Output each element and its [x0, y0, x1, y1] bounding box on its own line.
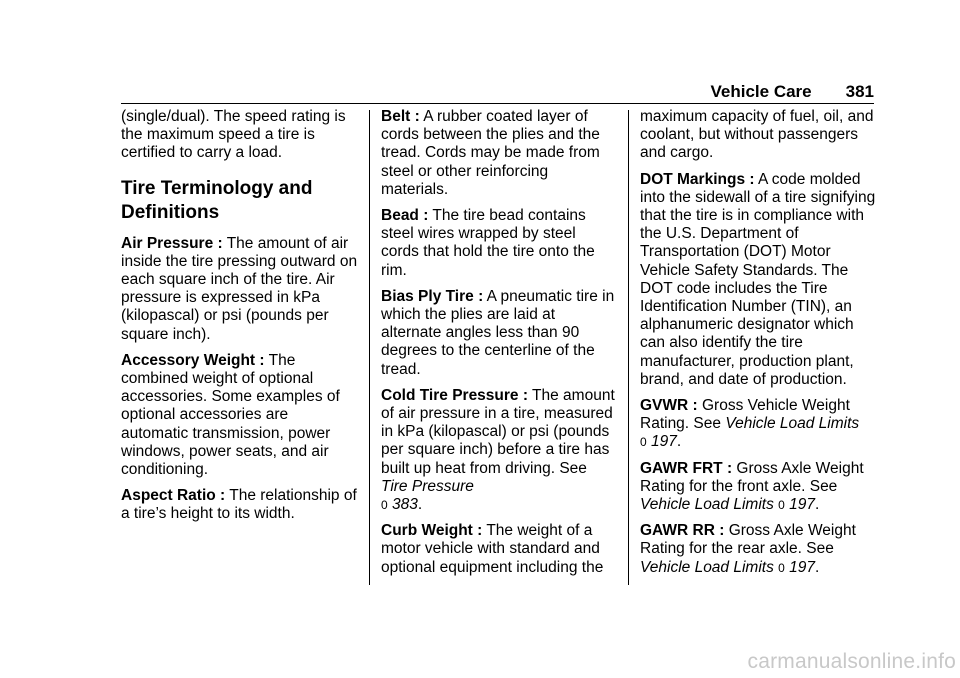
punctuation: . — [676, 433, 682, 451]
definition-entry — [640, 397, 876, 452]
cross-reference-link[interactable]: Vehicle Load Limits — [640, 496, 774, 514]
definition-entry — [121, 352, 359, 479]
definition-entry — [381, 207, 617, 280]
page-header — [711, 82, 875, 102]
term: Bead : — [381, 207, 429, 225]
page-ref-icon: 0 — [640, 435, 647, 450]
cross-reference-link[interactable]: Vehicle Load Limits — [640, 558, 774, 576]
watermark: carmanualsonline.info — [747, 650, 956, 673]
term: GAWR RR : — [640, 522, 725, 540]
definition-entry — [381, 522, 617, 577]
definition: The amount of air inside the tire pressing outward on each square inch of the tire. Air pressure is expressed in kPa (kilopascal) or psi (pounds per square inch). — [121, 234, 358, 343]
column-2 — [381, 108, 617, 585]
continued-paragraph: maximum capacity of fuel, oil, and coolant, but without passengers and cargo. — [640, 108, 874, 162]
term: Air Pressure : — [121, 234, 223, 252]
page-ref-number[interactable]: 197 — [789, 558, 816, 576]
cross-reference-link[interactable]: Vehicle Load Limits — [725, 415, 860, 433]
section-title: Tire Terminology and Definitions — [121, 177, 313, 223]
punctuation: . — [417, 496, 423, 514]
definition-entry — [640, 460, 876, 515]
definition: The tire bead contains steel wires wrapped by steel cords that hold the tire onto the rim. — [381, 207, 595, 279]
punctuation: . — [815, 558, 820, 576]
definition: The amount of air pressure in a tire, measured in kPa (kilopascal) or psi (pounds per square inch) before a tire has built up heat from driving. See — [381, 386, 615, 477]
term: GAWR FRT : — [640, 459, 733, 477]
definition-entry — [640, 522, 876, 577]
term: Cold Tire Pressure : — [381, 386, 529, 404]
cross-reference-link[interactable]: Tire Pressure — [381, 477, 474, 495]
definition: The weight of a motor vehicle with standard and optional equipment including the — [381, 522, 604, 576]
definition: A pneumatic tire in which the plies are laid at alternate angles less than 90 degrees to the centerline of the tread. — [381, 287, 615, 378]
page-ref-icon: 0 — [381, 498, 388, 513]
term: Accessory Weight : — [121, 351, 265, 369]
definition: A code molded into the sidewall of a tire signifying that the tire is in compliance with the U.S. Department of Transportation (DOT) Motor Vehicle Safety Standards. The DOT code includes the Tire Identification Number (TIN), an alphanumeric designator which can also identify the tire manufacturer, production plant, brand, and date of production. — [640, 170, 876, 388]
definition-entry — [381, 108, 617, 199]
term: Aspect Ratio : — [121, 487, 226, 505]
column-divider — [628, 110, 629, 585]
page-ref-icon: 0 — [778, 498, 785, 513]
page-ref-number[interactable]: 197 — [789, 496, 816, 514]
column-divider — [369, 110, 370, 585]
definition: Gross Vehicle Weight Rating. See — [640, 397, 850, 433]
definition-entry — [640, 171, 876, 389]
definition: Gross Axle Weight Rating for the rear axle. See — [640, 522, 856, 558]
page-ref-icon: 0 — [778, 560, 785, 575]
definition-entry — [121, 235, 359, 344]
page-ref-number[interactable]: 383 — [392, 496, 418, 514]
definition: A rubber coated layer of cords between the plies and the tread. Cords may be made from steel or other reinforcing materials. — [381, 108, 600, 198]
term: DOT Markings : — [640, 170, 755, 188]
page-number: 381 — [845, 82, 874, 101]
definition-entry — [121, 487, 359, 523]
term: Curb Weight : — [381, 522, 483, 540]
term: GVWR : — [640, 397, 698, 415]
definition: The combined weight of optional accessories. Some examples of optional accessories are automatic transmission, power windows, power seats, and air conditioning. — [121, 351, 340, 479]
page-ref-number[interactable]: 197 — [651, 433, 677, 451]
header-rule — [121, 103, 874, 104]
definition-entry — [381, 387, 617, 514]
punctuation: . — [815, 496, 820, 514]
intro-paragraph: (single/dual). The speed rating is the maximum speed a tire is certified to carry a load. — [121, 108, 346, 162]
definition: Gross Axle Weight Rating for the front axle. See — [640, 459, 864, 495]
definition: The relationship of a tire’s height to its width. — [121, 487, 357, 523]
term: Bias Ply Tire : — [381, 287, 484, 305]
column-1 — [121, 108, 359, 532]
term: Belt : — [381, 108, 420, 125]
definition-entry — [381, 288, 617, 379]
section-name: Vehicle Care — [710, 82, 812, 101]
column-3 — [640, 108, 876, 585]
